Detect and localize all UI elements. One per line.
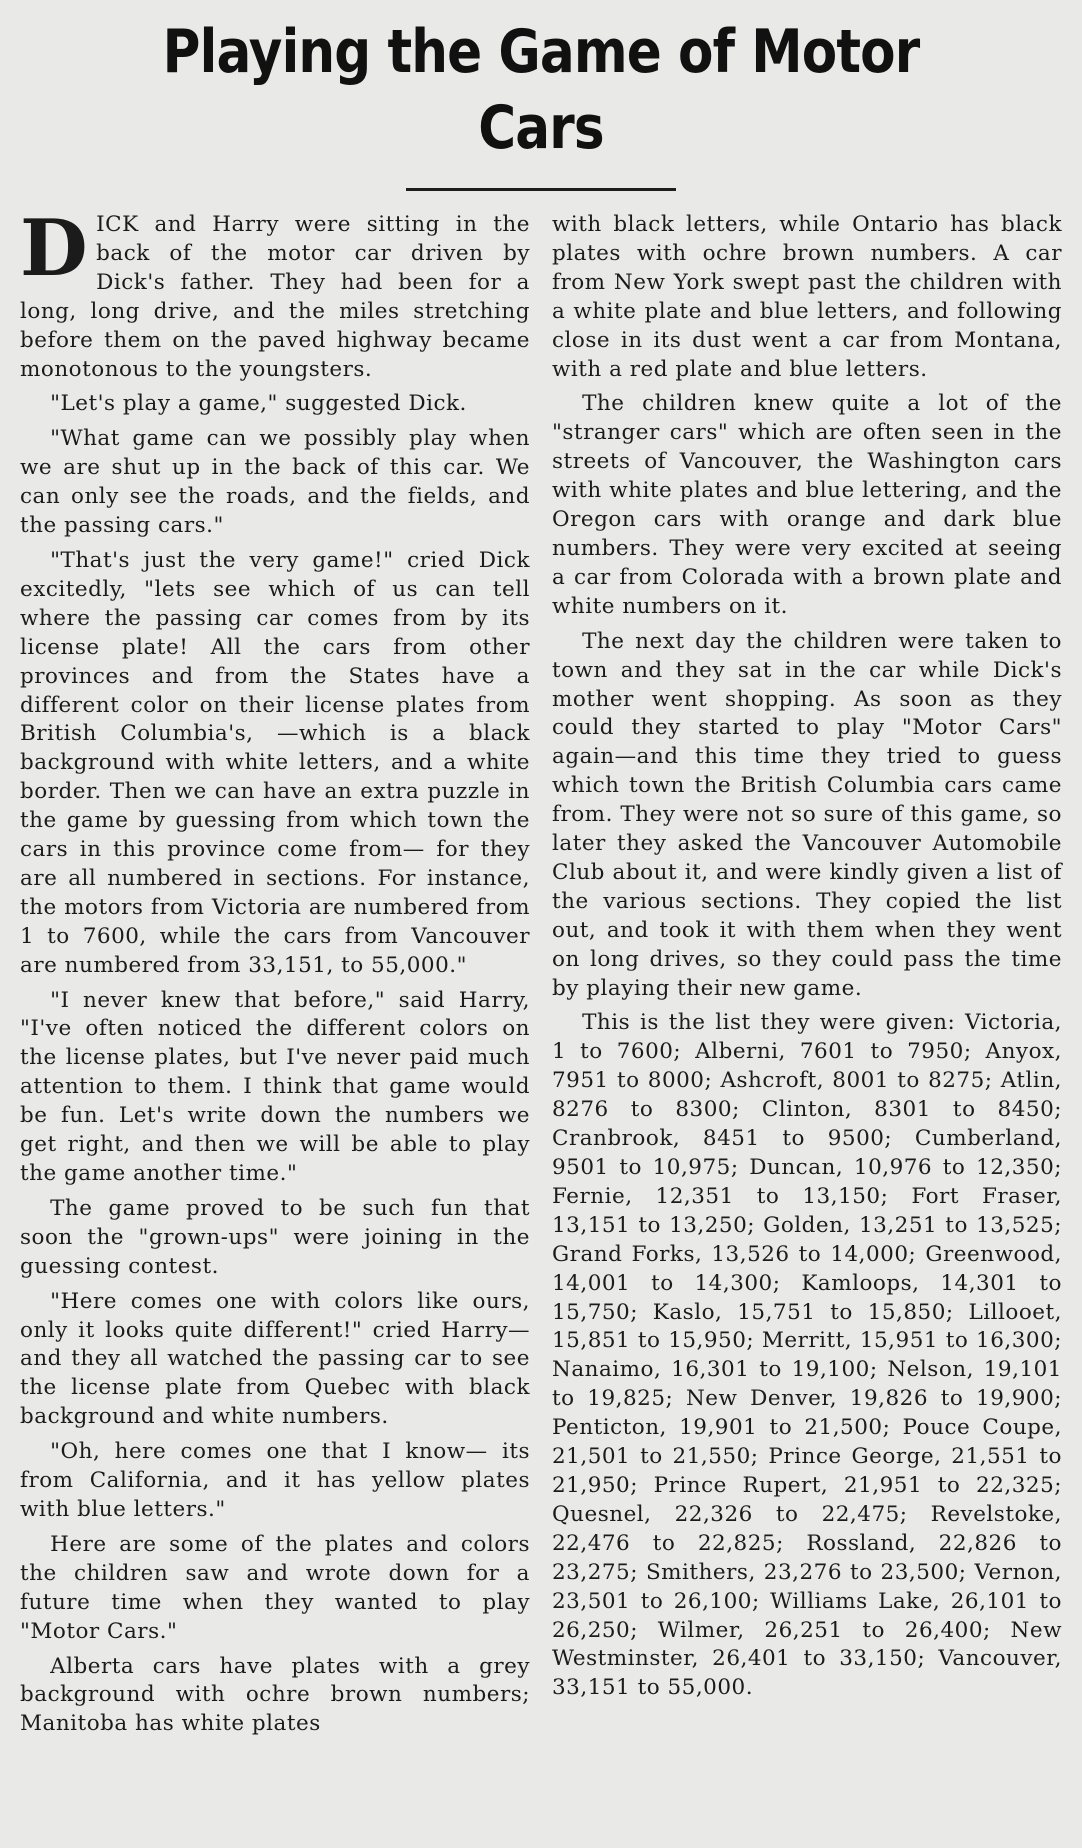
headline: Playing the Game of Motor Cars: [162, 17, 920, 163]
paragraph: Alberta cars have plates with a grey background with ochre brown numbers; Manitoba has white plates: [20, 1653, 530, 1737]
article-columns: [20, 203, 1062, 1745]
paragraph: "What game can we possibly play when we are shut up in the back of this car. We can only see the roads, and the fields, and the passing cars.": [20, 426, 530, 539]
paragraph-plate-list: This is the list they were given: Victoria, 1 to 7600; Alberni, 7601 to 7950; Anyox, 7951 to 8000; Ashcroft, 8001 to 8275; Atlin, 8276 to 8300; Clinton, 8301 to 8450; Cranbrook, 8451 to 9500; Cumberland, 9501 to 10,975; Duncan, 10,976 to 12,350; Fernie, 12,351 to 13,150; Fort Fraser, 13,151 to 13,250; Golden, 13,251 to 13,525; Grand Forks, 13,526 to 14,000; Greenwood, 14,001 to 14,300; Kamloops, 14,301 to 15,750; Kaslo, 15,751 to 15,850; Lillooet, 15,851 to 15,950; Merritt, 15,951 to 16,300; Nanaimo, 16,301 to 19,100; Nelson, 19,101 to 19,825; New Denver, 19,826 to 19,900; Penticton, 19,901 to 21,500; Pouce Coupe, 21,501 to 21,550; Prince George, 21,551 to 21,950; Prince Rupert, 21,951 to 22,325; Quesnel, 22,326 to 22,475; Revelstoke, 22,476 to 22,825; Rossland, 22,826 to 23,275; Smithers, 23,276 to 23,500; Vernon, 23,501 to 26,100; Williams Lake, 26,101 to 26,250; Wilmer, 26,251 to 26,400; New Westminster, 26,401 to 33,150; Vancouver, 33,151 to 55,000.: [552, 1010, 1062, 1701]
paragraph: "Let's play a game," suggested Dick.: [50, 391, 467, 417]
paragraph: [20, 203, 530, 384]
paragraph: The game proved to be such fun that soon the "grown-ups" were joining in the guessing contest.: [20, 1195, 530, 1279]
paragraph-text: ICK and Harry were sitting in the back of the motor car driven by Dick's father. They had been for a long, long drive, and the miles stretching before them on the paved highway became monotonous to the youngsters.: [20, 212, 530, 382]
paragraph: "That's just the very game!" cried Dick excitedly, "lets see which of us can tell where the passing car comes from by its license plate! All the cars from other provinces and from the States have a different color on their license plates from British Columbia's, —which is a black background with white letters, and a white border. Then we can have an extra puzzle in the game by guessing from which town the cars in this province come from— for they are all numbered in sections. For instance, the motors from Victoria are numbered from 1 to 7600, while the cars from Vancouver are numbered from 33,151, to 55,000.": [20, 547, 530, 978]
paragraph: The children knew quite a lot of the "stranger cars" which are often seen in the streets of Vancouver, the Washington cars with white plates and blue lettering, and the Oregon cars with orange and dark blue numbers. They were very excited at seeing a car from Colorada with a brown plate and white numbers on it.: [552, 391, 1062, 619]
headline-rule: [406, 188, 676, 191]
paragraph: with black letters, while Ontario has black plates with ochre brown numbers. A car from New York swept past the children with a white plate and blue letters, and following close in its dust went a car from Montana, with a red plate and blue letters.: [552, 212, 1062, 382]
paragraph: Here are some of the plates and colors the children saw and wrote down for a future time when they wanted to play "Motor Cars.": [20, 1531, 530, 1644]
paragraph: "Here comes one with colors like ours, only it looks quite different!" cried Harry—and they all watched the passing car to see the license plate from Quebec with black background and white numbers.: [20, 1288, 530, 1430]
drop-cap: D: [20, 203, 89, 294]
column-right: [552, 211, 1062, 1745]
paragraph: The next day the children were taken to town and they sat in the car while Dick's mother went shopping. As soon as they could they started to play "Motor Cars" again—and this time they tried to guess which town the British Columbia cars came from. They were not so sure of this game, so later they asked the Vancouver Automobile Club about it, and were kindly given a list of the various sections. They copied the list out, and took it with them when they went on long drives, so they could pass the time by playing their new game.: [552, 628, 1062, 1001]
column-left: [20, 203, 530, 1745]
paragraph: "Oh, here comes one that I know— its from California, and it has yellow plates with blue letters.": [20, 1439, 530, 1522]
paragraph: "I never knew that before," said Harry, "I've often noticed the different colors on the license plates, but I've never paid much attention to them. I think that game would be fun. Let's write down the numbers we get right, and then we will be able to play the game another time.": [20, 987, 530, 1186]
